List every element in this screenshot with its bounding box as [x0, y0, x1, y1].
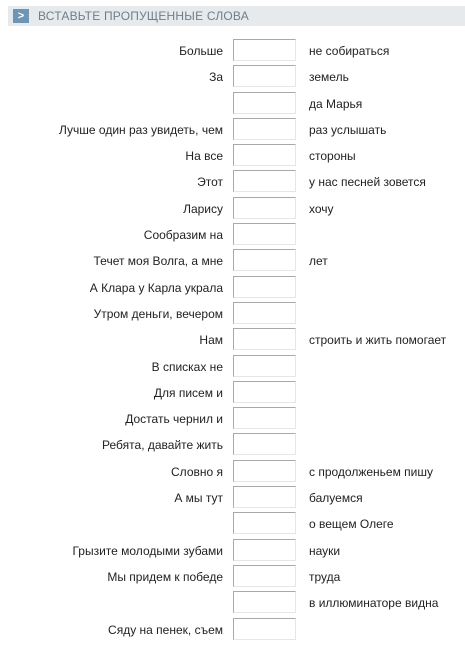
- phrase-start-label: Лучше один раз увидеть, чем: [59, 122, 223, 137]
- phrase-end-label: у нас песней зовется: [309, 175, 426, 190]
- chevron-right-icon: >: [13, 9, 29, 23]
- fill-in-row: [0, 169, 465, 195]
- missing-word-input[interactable]: [233, 512, 296, 534]
- fill-in-row: [0, 354, 465, 380]
- fill-in-row: [0, 38, 465, 64]
- fill-in-row: [0, 380, 465, 406]
- fill-in-row: [0, 91, 465, 117]
- fill-in-row: [0, 275, 465, 301]
- missing-word-input[interactable]: [233, 302, 296, 324]
- phrase-end-label: науки: [309, 543, 341, 558]
- phrase-end-label: не собираться: [309, 44, 390, 58]
- phrase-end-label: строить и жить помогает: [309, 333, 447, 348]
- phrase-end-label: хочу: [309, 201, 334, 216]
- phrase-start-label: Ребята, давайте жить: [102, 438, 223, 453]
- fill-in-row: [0, 590, 465, 616]
- section-header: [8, 6, 465, 26]
- phrase-end-label: лет: [309, 254, 328, 269]
- missing-word-input[interactable]: [233, 407, 296, 429]
- fill-in-row: [0, 538, 465, 564]
- phrase-start-label: Течет моя Волга, а мне: [93, 254, 223, 269]
- missing-word-input[interactable]: [233, 223, 296, 245]
- fill-in-row: [0, 196, 465, 222]
- phrase-start-label: В списках не: [151, 359, 223, 374]
- missing-word-input[interactable]: [233, 381, 296, 403]
- fill-in-row: [0, 432, 465, 458]
- fill-in-row: [0, 143, 465, 169]
- missing-word-input[interactable]: [233, 118, 296, 140]
- phrase-end-label: раз услышать: [309, 122, 387, 137]
- fill-in-row: [0, 564, 465, 590]
- phrase-start-label: На все: [185, 149, 223, 164]
- phrase-start-label: Этот: [197, 175, 223, 190]
- phrase-start-label: Больше: [179, 44, 223, 58]
- missing-word-input[interactable]: [233, 591, 296, 613]
- fill-in-row: [0, 406, 465, 432]
- phrase-start-label: Грызите молодыми зубами: [72, 543, 223, 558]
- phrase-end-label: стороны: [309, 149, 356, 164]
- missing-word-input[interactable]: [233, 65, 296, 87]
- missing-word-input[interactable]: [233, 433, 296, 455]
- fill-in-row: [0, 222, 465, 248]
- section-title: ВСТАВЬТЕ ПРОПУЩЕННЫЕ СЛОВА: [38, 9, 249, 23]
- missing-word-input[interactable]: [233, 144, 296, 166]
- phrase-start-label: За: [209, 70, 223, 85]
- fill-in-row: [0, 511, 465, 537]
- phrase-start-label: Для писем и: [153, 385, 223, 400]
- phrase-start-label: Сообразим на: [143, 228, 223, 243]
- missing-word-input[interactable]: [233, 539, 296, 561]
- phrase-end-label: труда: [309, 569, 341, 584]
- missing-word-input[interactable]: [233, 618, 296, 640]
- fill-in-row: [0, 301, 465, 327]
- phrase-start-label: Достать чернил и: [125, 412, 223, 427]
- phrase-end-label: земель: [309, 70, 349, 85]
- phrase-start-label: Мы придем к победе: [107, 569, 223, 584]
- fill-in-row: [0, 64, 465, 90]
- phrase-start-label: Утром деньги, вечером: [93, 306, 223, 321]
- fill-in-row: [0, 248, 465, 274]
- phrase-start-label: А Клара у Карла украла: [89, 280, 223, 295]
- phrase-start-label: Нам: [199, 333, 223, 348]
- missing-word-input[interactable]: [233, 92, 296, 114]
- phrase-end-label: о вещем Олеге: [309, 517, 394, 532]
- fill-in-list: [0, 38, 465, 643]
- phrase-start-label: Сяду на пенек, съем: [108, 622, 223, 637]
- missing-word-input[interactable]: [233, 328, 296, 350]
- missing-word-input[interactable]: [233, 565, 296, 587]
- phrase-end-label: да Марья: [309, 96, 363, 111]
- missing-word-input[interactable]: [233, 39, 296, 61]
- fill-in-row: [0, 327, 465, 353]
- fill-in-row: [0, 459, 465, 485]
- fill-in-row: [0, 485, 465, 511]
- missing-word-input[interactable]: [233, 249, 296, 271]
- phrase-end-label: с продолженьем пишу: [309, 464, 433, 479]
- missing-word-input[interactable]: [233, 355, 296, 377]
- fill-in-row: [0, 117, 465, 143]
- phrase-end-label: в иллюминаторе видна: [309, 596, 439, 611]
- missing-word-input[interactable]: [233, 276, 296, 298]
- phrase-start-label: Ларису: [183, 201, 223, 216]
- missing-word-input[interactable]: [233, 486, 296, 508]
- fill-in-row: [0, 617, 465, 643]
- phrase-end-label: балуемся: [309, 491, 363, 506]
- phrase-start-label: А мы тут: [174, 491, 223, 506]
- missing-word-input[interactable]: [233, 460, 296, 482]
- phrase-start-label: Словно я: [171, 464, 223, 479]
- missing-word-input[interactable]: [233, 197, 296, 219]
- missing-word-input[interactable]: [233, 170, 296, 192]
